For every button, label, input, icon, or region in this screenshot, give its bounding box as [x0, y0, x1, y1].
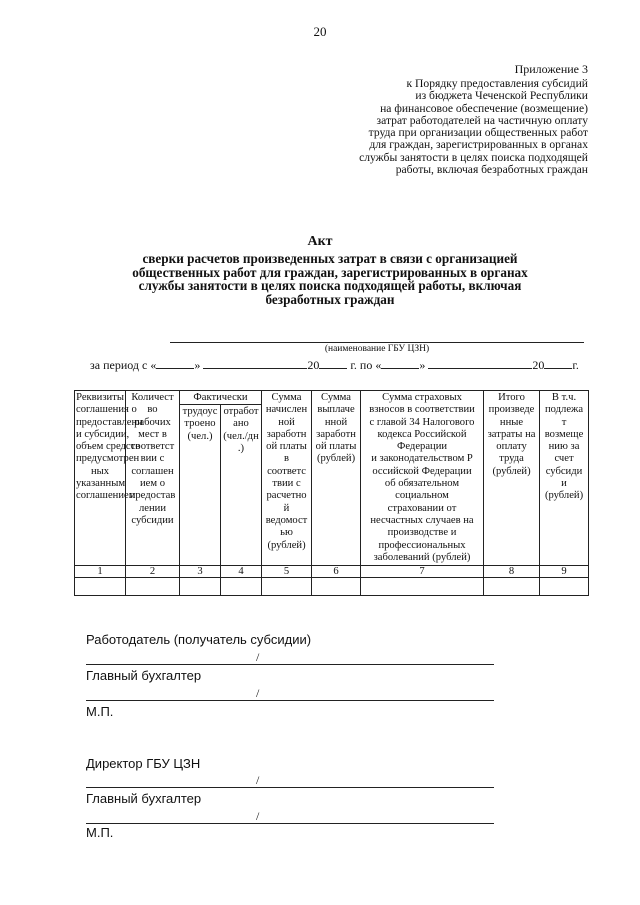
header-accrued-wages: Сумма начислен ной заработн ой платы в соответс твии с расчетно й ведомост ью (рублей) — [262, 391, 312, 566]
employer-label: Работодатель (получатель субсидии) — [86, 632, 312, 647]
stamp-placeholder-1: М.П. — [86, 704, 114, 719]
period-start-day-field[interactable] — [156, 357, 194, 369]
reconciliation-table — [74, 390, 589, 596]
appendix-line: для граждан, зарегистрированных в органах — [369, 138, 588, 152]
director-label: Директор ГБУ ЦЗН — [86, 756, 201, 771]
period-end-month-field[interactable] — [428, 357, 532, 369]
appendix-reference — [288, 78, 588, 176]
period-quote: » — [194, 358, 201, 372]
appendix-line: работы, включая безработных граждан — [395, 163, 588, 177]
appendix-line: на финансовое обеспечение (возмещение) — [380, 101, 588, 115]
table-cell[interactable] — [75, 578, 126, 596]
subtitle-line: безработных граждан — [265, 291, 395, 307]
appendix-line: к Порядку предоставления субсидий — [406, 77, 588, 90]
table-cell[interactable] — [361, 578, 484, 596]
table-cell[interactable] — [262, 578, 312, 596]
table-cell[interactable] — [126, 578, 180, 596]
period-quote: » — [419, 358, 426, 372]
director-signature-line[interactable] — [86, 787, 494, 788]
header-employed: трудоус троено (чел.) — [180, 405, 221, 566]
table-data-row — [75, 578, 589, 596]
period-year-prefix: 20 — [532, 358, 545, 372]
header-total-costs: Итого произведе нные затраты на оплату труда (рублей) — [484, 391, 540, 566]
appendix-title: Приложение 3 — [514, 62, 588, 76]
appendix-line: затрат работодателей на частичную оплату — [376, 113, 588, 127]
page-number: 20 — [313, 24, 327, 39]
table-cell[interactable] — [484, 578, 540, 596]
appendix-line: службы занятости в целях поиска подходящей — [359, 150, 588, 164]
table-cell[interactable] — [312, 578, 361, 596]
header-paid-wages: Сумма выплаче нной заработн ой платы (рублей) — [312, 391, 361, 566]
column-number: 9 — [540, 566, 589, 578]
subtitle-line: службы занятости в целях поиска подходящей работы, включая — [138, 278, 522, 294]
header-agreement-details: Реквизиты соглашения о предоставлени и субсидии, объем средств предусмотрен ных указанным соглашением — [75, 391, 126, 566]
subtitle-line: общественных работ для граждан, зарегистрированных в органах — [132, 264, 528, 280]
chief-accountant-signature-line-1[interactable] — [86, 700, 494, 701]
table-cell[interactable] — [540, 578, 589, 596]
subtitle-line: сверки расчетов произведенных затрат в связи с организацией — [142, 251, 518, 266]
period-year-prefix: 20 — [307, 358, 320, 372]
signature-separator: / — [256, 809, 260, 823]
table-header-row — [75, 391, 589, 405]
document-title: Акт — [307, 234, 333, 249]
header-subsidy-reimbursement: В т.ч. подлежа т возмеще нию за счет субсиди и (рублей) — [540, 391, 589, 566]
appendix-line: труда при организации общественных работ — [368, 126, 588, 140]
column-number: 8 — [484, 566, 540, 578]
period-suffix: г. — [572, 358, 579, 372]
signature-separator: / — [256, 650, 260, 664]
org-name-field[interactable] — [170, 342, 584, 343]
column-number: 4 — [221, 566, 262, 578]
column-number: 2 — [126, 566, 180, 578]
column-number: 6 — [312, 566, 361, 578]
chief-accountant-label-1: Главный бухгалтер — [86, 668, 202, 683]
header-insurance-contributions: Сумма страховых взносов в соответствии с главой 34 Налогового кодекса Российской Федерации и законодательством Р оссийской Федерации об обязательном социальном страховании от несчастных случаев на производстве и профессиональных заболеваний (рублей) — [361, 391, 484, 566]
table-cell[interactable] — [180, 578, 221, 596]
signature-separator: / — [256, 773, 260, 787]
document-subtitle — [70, 252, 590, 306]
period-to: г. по « — [350, 358, 382, 372]
column-number: 7 — [361, 566, 484, 578]
period-start-month-field[interactable] — [203, 357, 307, 369]
column-number: 1 — [75, 566, 126, 578]
column-number: 3 — [180, 566, 221, 578]
header-actual: Фактически — [180, 391, 262, 405]
employer-signature-line[interactable] — [86, 664, 494, 665]
header-worked: отработ ано (чел./дн .) — [221, 405, 262, 566]
chief-accountant-label-2: Главный бухгалтер — [86, 791, 202, 806]
column-number: 5 — [262, 566, 312, 578]
chief-accountant-signature-line-2[interactable] — [86, 823, 494, 824]
period-prefix: за период с « — [90, 358, 157, 372]
stamp-placeholder-2: М.П. — [86, 825, 114, 840]
table-cell[interactable] — [221, 578, 262, 596]
period-end-day-field[interactable] — [381, 357, 419, 369]
period-line — [90, 357, 579, 373]
period-end-year-field[interactable] — [544, 357, 572, 369]
appendix-line: из бюджета Чеченской Республики — [415, 89, 588, 103]
signature-separator: / — [256, 686, 260, 700]
column-number-row — [75, 566, 589, 578]
org-name-caption: (наименование ГБУ ЦЗН) — [324, 344, 430, 354]
period-start-year-field[interactable] — [319, 357, 347, 369]
header-workplaces-count: Количест во рабочих мест в соответст вии с соглашен ием о предостав лении субсидии — [126, 391, 180, 566]
